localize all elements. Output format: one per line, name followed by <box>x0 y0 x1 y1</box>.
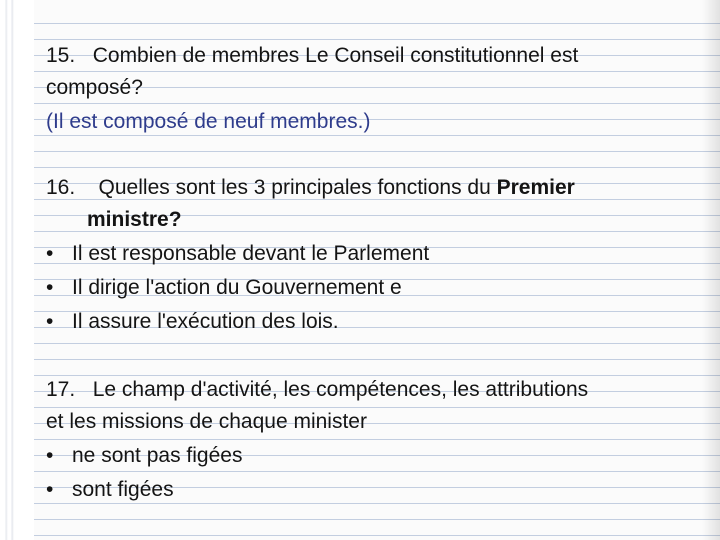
question-17-line-1 <box>46 374 588 406</box>
question-16-number: 16. <box>46 176 76 199</box>
question-16-text: Quelles sont les 3 principales fonctions du <box>98 176 497 199</box>
question-15-answer: (Il est composé de neuf membres.) <box>46 110 371 133</box>
bullet-icon: • <box>46 310 54 333</box>
bullet-icon: • <box>46 478 54 501</box>
question-17-number: 17. <box>46 378 76 401</box>
question-16-line-1 <box>46 172 575 204</box>
bullet-icon: • <box>46 242 54 265</box>
question-16-bullet-3 <box>46 306 339 338</box>
page-edge-shadow <box>702 0 720 540</box>
question-15-text: Combien de membres Le Conseil constitutionnel est <box>92 44 579 67</box>
bullet-text: Il est responsable devant le Parlement <box>72 242 430 265</box>
question-15-number: 15. <box>46 44 76 67</box>
question-16-bold-text: Premier <box>496 176 575 199</box>
question-17-text: Le champ d'activité, les compétences, les attributions <box>92 378 589 401</box>
question-17-line-2: et les missions de chaque minister <box>46 410 367 433</box>
bullet-text: ne sont pas figées <box>72 444 243 467</box>
question-17-bullet-1 <box>46 440 242 472</box>
question-16-bullet-2 <box>46 272 402 304</box>
question-17-bullet-2 <box>46 474 174 506</box>
bullet-icon: • <box>46 444 54 467</box>
bullet-icon: • <box>46 276 54 299</box>
question-15-line-1 <box>46 40 578 72</box>
bullet-text: Il dirige l'action du Gouvernement e <box>72 276 402 299</box>
notebook-margin <box>0 0 34 540</box>
question-16-line-2: ministre? <box>87 208 182 231</box>
question-15-line-2: composé? <box>46 76 143 99</box>
question-16-bullet-1 <box>46 238 429 270</box>
bullet-text: Il assure l'exécution des lois. <box>72 310 339 333</box>
bullet-text: sont figées <box>72 478 174 501</box>
